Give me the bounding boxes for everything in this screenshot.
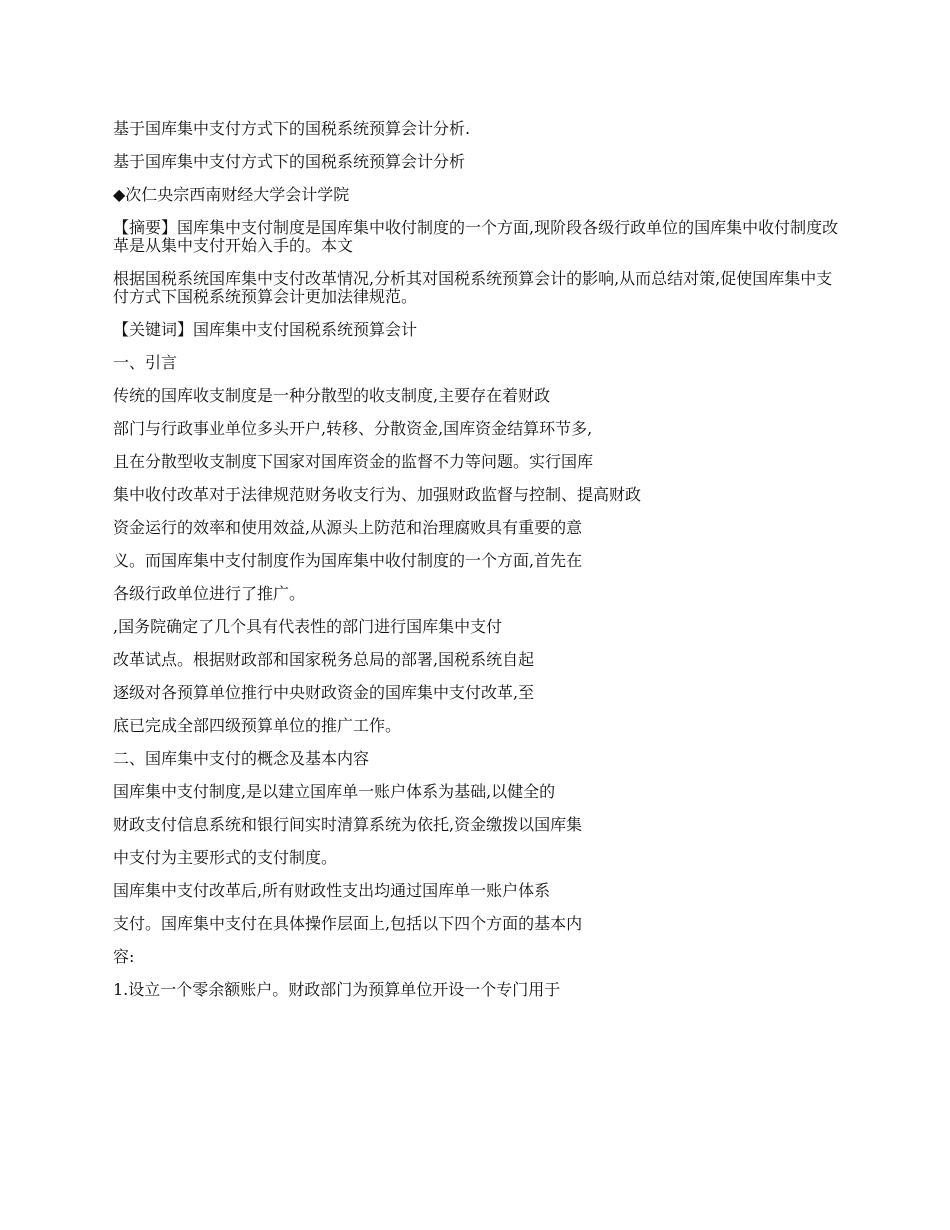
abstract-paragraph: 【摘要】国库集中支付制度是国库集中收付制度的一个方面,现阶段各级行政单位的国库集中收付制度改革是从集中支付开始入手的。本文 xyxy=(113,218,839,255)
document-heading-with-period: 基于国库集中支付方式下的国税系统预算会计分析. xyxy=(113,119,471,138)
abstract-continuation: 根据国税系统国库集中支付改革情况,分析其对国税系统预算会计的影响,从而总结对策,促使国库集中支付方式下国税系统预算会计更加法律规范。 xyxy=(113,269,833,306)
body-line: 集中收付改革对于法律规范财务收支行为、加强财政监督与控制、提高财政 xyxy=(113,485,642,504)
body-line: 财政支付信息系统和银行间实时清算系统为依托,资金缴拨以国库集 xyxy=(113,815,583,834)
body-line: 容: xyxy=(113,947,135,966)
document-body xyxy=(113,120,843,1014)
section-heading-introduction: 一、引言 xyxy=(113,353,178,372)
body-line: 国库集中支付制度,是以建立国库单一账户体系为基础,以健全的 xyxy=(113,782,556,801)
body-line: 底已完成全部四级预算单位的推广工作。 xyxy=(113,716,402,735)
keywords: 【关键词】国库集中支付国税系统预算会计 xyxy=(113,320,418,339)
body-line: 资金运行的效率和使用效益,从源头上防范和治理腐败具有重要的意 xyxy=(113,518,583,537)
body-line: 中支付为主要形式的支付制度。 xyxy=(113,848,338,867)
body-line: 部门与行政事业单位多头开户,转移、分散资金,国库资金结算环节多, xyxy=(113,419,593,438)
body-line: ,国务院确定了几个具有代表性的部门进行国库集中支付 xyxy=(113,617,503,636)
body-line: 传统的国库收支制度是一种分散型的收支制度,主要存在着财政 xyxy=(113,386,551,405)
body-line: 各级行政单位进行了推广。 xyxy=(113,584,306,603)
body-line: 义。而国库集中支付制度作为国库集中收付制度的一个方面,首先在 xyxy=(113,551,583,570)
document-title: 基于国库集中支付方式下的国税系统预算会计分析 xyxy=(113,152,466,171)
author-affiliation: ◆次仁央宗西南财经大学会计学院 xyxy=(113,185,350,204)
body-line: 且在分散型收支制度下国家对国库资金的监督不力等问题。实行国库 xyxy=(113,452,594,471)
body-line: 逐级对各预算单位推行中央财政资金的国库集中支付改革,至 xyxy=(113,683,535,702)
list-item-1: 1.设立一个零余额账户。财政部门为预算单位开设一个专门用于 xyxy=(113,980,561,999)
body-line: 改革试点。根据财政部和国家税务总局的部署,国税系统自起 xyxy=(113,650,535,669)
body-line: 支付。国库集中支付在具体操作层面上,包括以下四个方面的基本内 xyxy=(113,914,583,933)
section-heading-concept: 二、国库集中支付的概念及基本内容 xyxy=(113,749,370,768)
body-line: 国库集中支付改革后,所有财政性支出均通过国库单一账户体系 xyxy=(113,881,551,900)
